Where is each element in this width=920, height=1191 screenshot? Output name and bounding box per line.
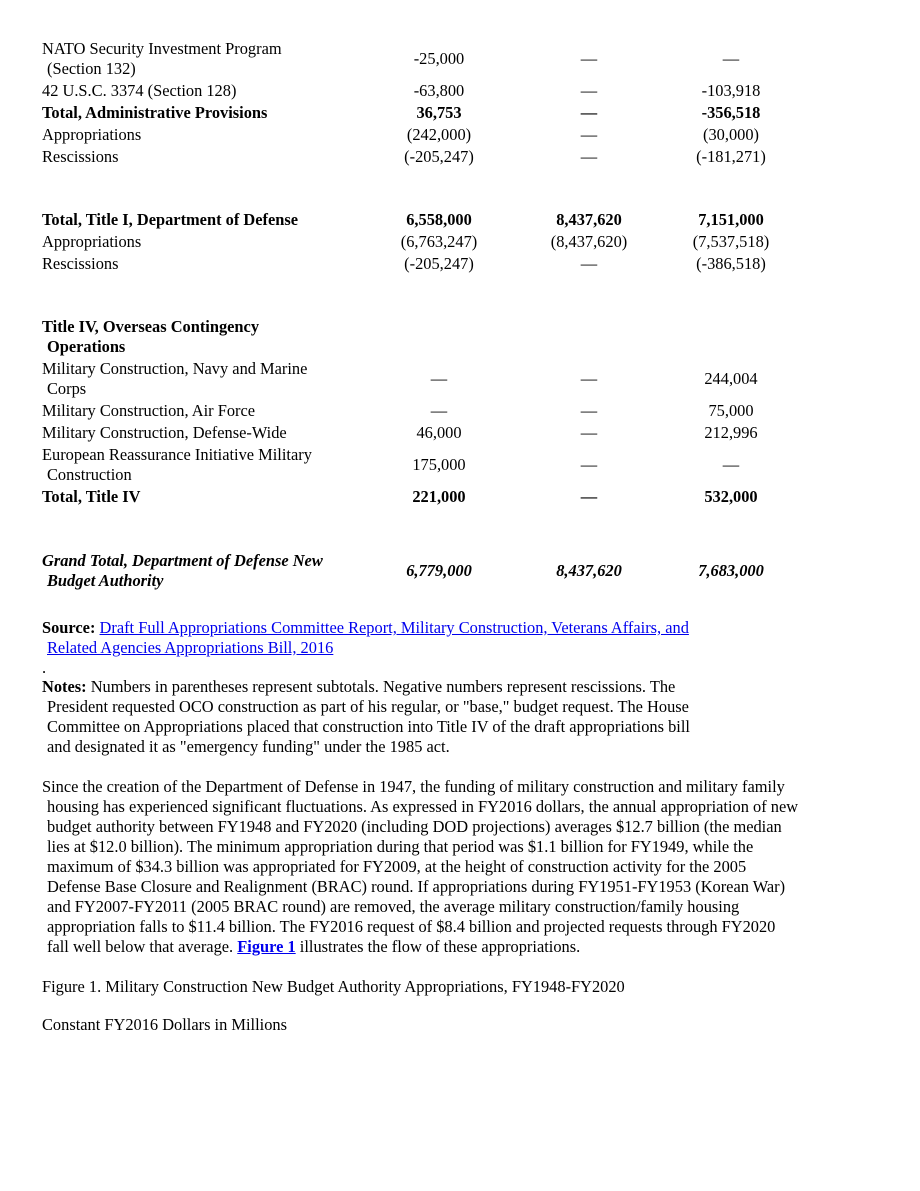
spacer-row bbox=[42, 168, 786, 209]
table-row bbox=[42, 422, 786, 444]
value-cell: (6,763,247) bbox=[400, 232, 478, 251]
value-cell: -25,000 bbox=[413, 49, 465, 68]
figure-subcaption: Constant FY2016 Dollars in Millions bbox=[42, 1015, 287, 1034]
value-cell: — bbox=[580, 103, 598, 122]
body-paragraph: Since the creation of the Department of Defense in 1947, the funding of military construction and military family housing has experienced significant fluctuations. As expressed in FY2016 dollars, the annual appropriation of new budget authority between FY1948 and FY2020 (including DOD projections) averages $12.7 billion (the median lies at $12.0 billion). The minimum appropriation during that period was $1.1 billion for FY1949, while the maximum of $34.3 billion was appropriated for FY2009, at the height of construction activity for the 2005 Defense Base Closure and Realignment (BRAC) round. If appropriations during FY1951-FY1953 (Korean War) and FY2007-FY2011 (2005 BRAC round) are removed, the average military construction/family housing appropriation falls to $11.4 billion. The FY2016 request of $8.4 billion and projected requests through FY2020 fall well below that average. Figure 1 illustrates the flow of these appropriations. bbox=[42, 777, 799, 956]
spacer-row bbox=[42, 508, 786, 550]
value-cell: 221,000 bbox=[412, 487, 466, 506]
table-row bbox=[42, 253, 786, 275]
value-cell: (7,537,518) bbox=[692, 232, 770, 251]
value-cell: 36,753 bbox=[416, 103, 462, 122]
value-cell: 46,000 bbox=[416, 423, 462, 442]
table-row bbox=[42, 486, 786, 508]
value-cell: — bbox=[580, 369, 598, 388]
row-label: Military Construction, Navy and Marine bbox=[42, 359, 308, 378]
row-label: Appropriations bbox=[42, 232, 142, 251]
value-cell: — bbox=[580, 147, 598, 166]
value-cell: 7,683,000 bbox=[698, 561, 764, 580]
value-cell: — bbox=[722, 49, 740, 68]
table-row bbox=[42, 209, 786, 231]
table-row bbox=[42, 146, 786, 168]
row-label: Military Construction, Air Force bbox=[42, 401, 256, 420]
section-heading-cont: Operations bbox=[47, 337, 126, 356]
table-row bbox=[42, 80, 786, 102]
value-cell: — bbox=[580, 401, 598, 420]
value-cell: 75,000 bbox=[708, 401, 754, 420]
source-label: Source: bbox=[42, 618, 96, 637]
value-cell: (30,000) bbox=[703, 125, 759, 144]
row-label: Total, Title I, Department of Defense bbox=[42, 210, 298, 229]
value-cell: — bbox=[580, 423, 598, 442]
section-heading: Title IV, Overseas Contingency bbox=[42, 317, 260, 336]
value-cell: -103,918 bbox=[701, 81, 761, 100]
value-cell: (8,437,620) bbox=[550, 232, 628, 251]
row-label: Appropriations bbox=[42, 125, 142, 144]
budget-table bbox=[42, 38, 786, 592]
table-row bbox=[42, 38, 786, 80]
row-label-cont: (Section 132) bbox=[47, 59, 136, 78]
spacer-row bbox=[42, 275, 786, 316]
value-cell: — bbox=[580, 49, 598, 68]
row-label: Rescissions bbox=[42, 147, 119, 166]
value-cell: — bbox=[580, 455, 598, 474]
table-row bbox=[42, 400, 786, 422]
value-cell: 8,437,620 bbox=[556, 561, 622, 580]
value-cell: — bbox=[580, 125, 598, 144]
value-cell: — bbox=[580, 254, 598, 273]
table-row bbox=[42, 358, 786, 400]
value-cell: 532,000 bbox=[704, 487, 758, 506]
value-cell: 244,004 bbox=[704, 369, 758, 388]
table-row bbox=[42, 102, 786, 124]
value-cell: — bbox=[430, 369, 448, 388]
value-cell: — bbox=[580, 487, 598, 506]
table-row bbox=[42, 124, 786, 146]
value-cell: 6,779,000 bbox=[406, 561, 472, 580]
row-label-cont: Corps bbox=[47, 379, 87, 398]
row-label-cont: Construction bbox=[47, 465, 132, 484]
value-cell: (-386,518) bbox=[696, 254, 766, 273]
row-label: Military Construction, Defense-Wide bbox=[42, 423, 287, 442]
table-row bbox=[42, 316, 786, 358]
value-cell: 7,151,000 bbox=[698, 210, 764, 229]
value-cell: 175,000 bbox=[412, 455, 466, 474]
value-cell: — bbox=[722, 455, 740, 474]
notes-paragraph: Notes: Numbers in parentheses represent subtotals. Negative numbers represent rescissions. The President requested OCO construction as part of his regular, or "base," budget request. The House Committee on Appropriations placed that construction into Title IV of the draft appropriations bill and designated it as "emergency funding" under the 1985 act. bbox=[42, 677, 690, 756]
value-cell: — bbox=[430, 401, 448, 420]
row-label: Total, Title IV bbox=[42, 487, 141, 506]
source-link[interactable]: Draft Full Appropriations Committee Report, Military Construction, Veterans Affairs, and Related Agencies Appropriations Bill, 2016 bbox=[47, 618, 689, 657]
figure-caption: Figure 1. Military Construction New Budget Authority Appropriations, FY1948-FY2020 bbox=[42, 977, 625, 996]
value-cell: 8,437,620 bbox=[556, 210, 622, 229]
row-label: 42 U.S.C. 3374 (Section 128) bbox=[42, 81, 237, 100]
row-label: Rescissions bbox=[42, 254, 119, 273]
row-label: NATO Security Investment Program bbox=[42, 39, 282, 58]
value-cell: 6,558,000 bbox=[406, 210, 472, 229]
value-cell: — bbox=[580, 81, 598, 100]
value-cell: 212,996 bbox=[704, 423, 758, 442]
grand-total-label-cont: Budget Authority bbox=[47, 571, 164, 590]
value-cell: -63,800 bbox=[413, 81, 465, 100]
value-cell: (-205,247) bbox=[404, 254, 474, 273]
value-cell: (-205,247) bbox=[404, 147, 474, 166]
table-row bbox=[42, 231, 786, 253]
grand-total-label: Grand Total, Department of Defense New bbox=[42, 551, 323, 570]
value-cell: -356,518 bbox=[701, 103, 761, 122]
source-note: Source: Draft Full Appropriations Committee Report, Military Construction, Veterans Affairs, and Related Agencies Appropriations Bill, 2016 . bbox=[42, 618, 689, 677]
value-cell: (242,000) bbox=[406, 125, 472, 144]
value-cell: (-181,271) bbox=[696, 147, 766, 166]
row-label: Total, Administrative Provisions bbox=[42, 103, 268, 122]
figure-1-link[interactable]: Figure 1 bbox=[237, 937, 296, 956]
table-row bbox=[42, 550, 786, 592]
row-label: European Reassurance Initiative Military bbox=[42, 445, 312, 464]
notes-label: Notes: bbox=[42, 677, 87, 696]
table-row bbox=[42, 444, 786, 486]
